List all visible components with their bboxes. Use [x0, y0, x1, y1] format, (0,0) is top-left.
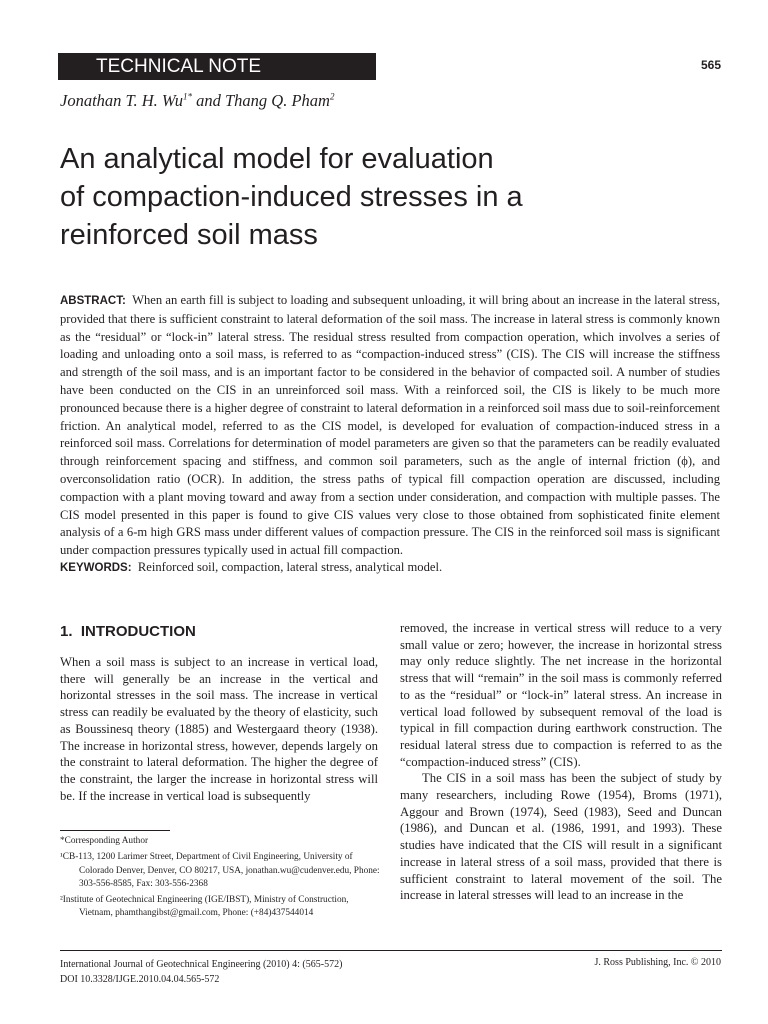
title-line-3: reinforced soil mass	[60, 219, 318, 251]
author-2-superscript: 2	[329, 91, 335, 102]
author-2-name: Thang Q. Pham	[225, 91, 330, 110]
author-conjunction: and	[192, 91, 225, 110]
title-line-2: of compaction-induced stresses in a	[60, 181, 523, 213]
footnote-divider	[60, 830, 170, 831]
abstract	[60, 292, 720, 560]
publisher-copyright: J. Ross Publishing, Inc. © 2010	[594, 957, 721, 968]
author-line	[60, 91, 334, 111]
section-heading-introduction: 1. INTRODUCTION	[60, 623, 196, 640]
author-1-name: Jonathan T. H. Wu	[60, 91, 183, 110]
footer-divider	[60, 950, 722, 951]
journal-citation	[60, 957, 342, 987]
keywords	[60, 560, 442, 575]
intro-paragraph-1-continued: removed, the increase in vertical stress will reduce to a very small value or zero; however, the increase in horizontal stress may only reduce slightly. The net increase in the horizontal stress that will “remain” in the soil mass is commonly referred to as the “residual” or “lock-in” lateral stress. An increase in vertical load followed by subsequent removal of the load is typical in fill compaction during earthwork construction. The residual lateral stress due to compaction is referred to as the “compaction-induced stress” (CIS).	[400, 621, 722, 769]
footnote-corresponding: *Corresponding Author	[60, 836, 149, 846]
left-column	[60, 620, 378, 804]
abstract-label: ABSTRACT:	[60, 295, 126, 307]
author-1-superscript: 1*	[183, 91, 192, 102]
intro-paragraph-2: The CIS in a soil mass has been the subject of study by many researchers, including Rowe (1954), Broms (1971), Aggour and Brown (1974), Seed (1983), Seed and Duncan (1986), and Duncan et al. (1986, 1991, and 1993). These studies have indicated that the CIS will result in a significant increase in lateral stress of a soil mass, provided that there is sufficient constraint to lateral movement of the soil. The increase in lateral stresses will lead to an increase in the	[400, 771, 722, 903]
section-label-banner	[58, 53, 376, 80]
section-label: TECHNICAL NOTE	[96, 56, 262, 77]
footnotes	[60, 835, 380, 924]
footnote-affiliation-2: ²Institute of Geotechnical Engineering (IGE/IBST), Ministry of Construction, Vietnam, phamthangibst@gmail.com, Phone: (+84)437544014	[60, 895, 349, 919]
keywords-text: Reinforced soil, compaction, lateral stress, analytical model.	[137, 560, 443, 574]
abstract-text: When an earth fill is subject to loading and subsequent unloading, it will bring about an increase in the lateral stress, provided that there is sufficient constraint to lateral deformation of the soil mass. The increase in lateral stress is commonly known as the “residual” or “lock-in” lateral stress. The residual stress resulted from compaction operation, which involves a series of loading and unloading onto a soil mass, is referred to as “compaction-induced stress” (CIS). The CIS will increase the stiffness and strength of the soil mass, and is an important factor to be considered in the behavior of compacted soil. A number of studies have been conducted on the CIS in an unreinforced soil mass. With a reinforced soil, the CIS is likely to be much more pronounced because there is a higher degree of constraint to lateral deformation in a reinforced soil mass due to soil-reinforcement friction. An analytical model, referred to as the CIS model, is developed for evaluation of compaction-induced stress in a reinforced soil mass. Correlations for determination of model parameters are given so that the parameters can be readily evaluated through reinforcement spacing and stiffness, and common soil parameters, such as the angle of internal friction (ϕ), and overconsolidation ratio (OCR). In addition, the stress paths of typical fill compaction operation are discussed, including compaction with a plant moving toward and away from a section under consideration, and compaction with multiple passes. The CIS model presented in this paper is found to give CIS values very close to those obtained from sophisticated finite element analysis of a 6-m high GRS mass under different values of compaction pressure. The CIS in the reinforced soil mass is significant under compaction pressures typically used in actual fill compaction.	[60, 293, 720, 558]
journal-name: International Journal of Geotechnical Engineering (2010) 4: (565-572)	[60, 959, 343, 970]
intro-paragraph-1: When a soil mass is subject to an increase in vertical load, there will generally be an increase in the vertical and horizontal stresses in the soil mass. The increase in vertical stress can readily be evaluated by the theory of elasticity, such as Boussinesq theory (1885) and Westergaard theory (1938). The increase in horizontal stress, however, depends largely on the constraint to lateral deformation. The higher the degree of the constraint, the larger the increase in horizontal stress will be. If the increase in vertical load is subsequently	[60, 655, 378, 803]
title-line-1: An analytical model for evaluation	[60, 143, 494, 175]
journal-doi: DOI 10.3328/IJGE.2010.04.04.565-572	[60, 974, 220, 985]
keywords-label: KEYWORDS:	[60, 562, 132, 574]
paper-title	[60, 140, 700, 254]
footnote-affiliation-1: ¹CB-113, 1200 Larimer Street, Department of Civil Engineering, University of Colorado Denver, Denver, CO 80217, USA, jonathan.wu@cudenver.edu, Phone: 303-556-8585, Fax: 303-556-2368	[60, 852, 380, 889]
page-number: 565	[700, 58, 721, 72]
right-column	[400, 620, 722, 904]
